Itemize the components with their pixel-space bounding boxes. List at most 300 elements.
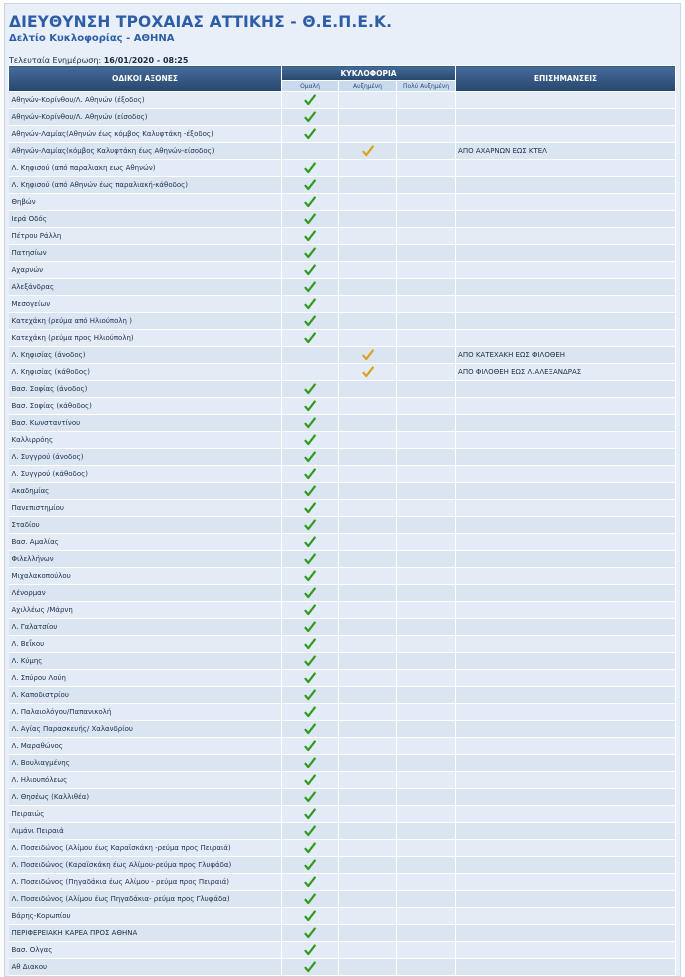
- road-note: [456, 857, 676, 874]
- status-cell-increased: [339, 381, 397, 398]
- green-check-icon: [304, 485, 316, 497]
- status-cell-normal: [282, 347, 339, 364]
- road-name: Λ. Βεΐκου: [9, 636, 282, 653]
- road-name: Αθ Διακου: [9, 959, 282, 976]
- green-check-icon: [304, 128, 316, 140]
- status-cell-normal: [282, 483, 339, 500]
- status-cell-very-increased: [397, 551, 456, 568]
- road-note: [456, 755, 676, 772]
- road-name: Αθηνών-Λαμίας(κόμβος Καλυφτάκη έως Αθηνών-είσοδος): [9, 143, 282, 160]
- status-cell-normal: [282, 262, 339, 279]
- road-note: [456, 517, 676, 534]
- status-cell-increased: [339, 704, 397, 721]
- status-cell-normal: [282, 585, 339, 602]
- table-row: [9, 891, 676, 908]
- road-name: Φιλελλήνων: [9, 551, 282, 568]
- road-note: [456, 194, 676, 211]
- road-note: [456, 704, 676, 721]
- green-check-icon: [304, 791, 316, 803]
- road-note: [456, 789, 676, 806]
- status-cell-normal: [282, 551, 339, 568]
- traffic-rows: [9, 92, 676, 976]
- green-check-icon: [304, 196, 316, 208]
- status-cell-normal: [282, 313, 339, 330]
- status-cell-normal: [282, 517, 339, 534]
- status-cell-very-increased: [397, 143, 456, 160]
- road-note: [456, 942, 676, 959]
- road-note: [456, 636, 676, 653]
- green-check-icon: [304, 859, 316, 871]
- status-cell-increased: [339, 126, 397, 143]
- green-check-icon: [304, 961, 316, 973]
- green-check-icon: [304, 944, 316, 956]
- status-cell-normal: [282, 925, 339, 942]
- green-check-icon: [304, 451, 316, 463]
- last-updated-value: 16/01/2020 - 08:25: [103, 56, 189, 65]
- table-row: [9, 466, 676, 483]
- status-cell-very-increased: [397, 908, 456, 925]
- green-check-icon: [304, 774, 316, 786]
- status-cell-increased: [339, 874, 397, 891]
- green-check-icon: [304, 247, 316, 259]
- table-row: [9, 704, 676, 721]
- status-cell-normal: [282, 840, 339, 857]
- bulletin-panel: [4, 3, 681, 977]
- road-name: Κατεχάκη (ρεύμα προς Ηλιούπολη): [9, 330, 282, 347]
- road-name: Αχαρνών: [9, 262, 282, 279]
- header-notes: ΕΠΙΣΗΜΑΝΣΕΙΣ: [456, 66, 676, 92]
- status-cell-increased: [339, 364, 397, 381]
- status-cell-very-increased: [397, 534, 456, 551]
- last-updated-label: Τελευταία Ενημέρωση:: [9, 56, 102, 65]
- status-cell-normal: [282, 857, 339, 874]
- table-row: [9, 772, 676, 789]
- road-name: Κατεχάκη (ρεύμα από Ηλιούπολη ): [9, 313, 282, 330]
- road-note: [456, 534, 676, 551]
- road-note: [456, 721, 676, 738]
- status-cell-normal: [282, 687, 339, 704]
- green-check-icon: [304, 638, 316, 650]
- status-cell-very-increased: [397, 279, 456, 296]
- status-cell-very-increased: [397, 857, 456, 874]
- status-cell-increased: [339, 262, 397, 279]
- table-row: [9, 228, 676, 245]
- table-row: [9, 959, 676, 976]
- status-cell-increased: [339, 585, 397, 602]
- last-updated: [9, 56, 188, 65]
- road-note: [456, 738, 676, 755]
- road-note: [456, 109, 676, 126]
- road-name: Σταδίου: [9, 517, 282, 534]
- status-cell-very-increased: [397, 245, 456, 262]
- road-note: [456, 160, 676, 177]
- table-row: [9, 789, 676, 806]
- status-cell-normal: [282, 160, 339, 177]
- status-cell-increased: [339, 789, 397, 806]
- road-note: [456, 687, 676, 704]
- status-cell-very-increased: [397, 211, 456, 228]
- status-cell-increased: [339, 109, 397, 126]
- table-row: [9, 449, 676, 466]
- table-row: [9, 330, 676, 347]
- table-row: [9, 653, 676, 670]
- table-row: [9, 211, 676, 228]
- table-row: [9, 670, 676, 687]
- table-row: [9, 262, 676, 279]
- road-note: [456, 483, 676, 500]
- status-cell-very-increased: [397, 653, 456, 670]
- status-cell-normal: [282, 296, 339, 313]
- road-note: [456, 602, 676, 619]
- status-cell-normal: [282, 823, 339, 840]
- road-note: [456, 891, 676, 908]
- table-row: [9, 619, 676, 636]
- green-check-icon: [304, 400, 316, 412]
- green-check-icon: [304, 536, 316, 548]
- status-cell-very-increased: [397, 585, 456, 602]
- green-check-icon: [304, 417, 316, 429]
- road-name: Λ. Θησέως (Καλλιθέα): [9, 789, 282, 806]
- green-check-icon: [304, 468, 316, 480]
- road-note: [456, 296, 676, 313]
- road-note: [456, 449, 676, 466]
- table-row: [9, 585, 676, 602]
- status-cell-normal: [282, 636, 339, 653]
- road-note: [456, 619, 676, 636]
- status-cell-increased: [339, 636, 397, 653]
- status-cell-normal: [282, 789, 339, 806]
- road-name: Θηβών: [9, 194, 282, 211]
- status-cell-very-increased: [397, 789, 456, 806]
- road-name: Αθηνών-Λαμίας(Αθηνών έως κόμβος Καλυφτάκη -έξοδος): [9, 126, 282, 143]
- green-check-icon: [304, 740, 316, 752]
- table-row: [9, 823, 676, 840]
- table-row: [9, 602, 676, 619]
- status-cell-normal: [282, 143, 339, 160]
- table-row: [9, 415, 676, 432]
- green-check-icon: [304, 757, 316, 769]
- status-cell-increased: [339, 194, 397, 211]
- road-name: Αλεξάνδρας: [9, 279, 282, 296]
- road-note: [456, 228, 676, 245]
- green-check-icon: [304, 808, 316, 820]
- road-note: [456, 313, 676, 330]
- status-cell-very-increased: [397, 619, 456, 636]
- status-cell-very-increased: [397, 500, 456, 517]
- status-cell-very-increased: [397, 874, 456, 891]
- road-name: Λ. Ποσειδώνος (Αλίμου έως Καραϊσκάκη -ρεύμα προς Πειραιά): [9, 840, 282, 857]
- road-name: Βασ. Σοφίας (κάθοδος): [9, 398, 282, 415]
- status-cell-very-increased: [397, 483, 456, 500]
- green-check-icon: [304, 332, 316, 344]
- status-cell-normal: [282, 500, 339, 517]
- status-cell-very-increased: [397, 109, 456, 126]
- status-cell-normal: [282, 806, 339, 823]
- status-cell-very-increased: [397, 636, 456, 653]
- road-name: Λ. Συγγρού (κάθοδος): [9, 466, 282, 483]
- green-check-icon: [304, 553, 316, 565]
- table-row: [9, 840, 676, 857]
- status-cell-very-increased: [397, 959, 456, 976]
- status-cell-normal: [282, 211, 339, 228]
- green-check-icon: [304, 621, 316, 633]
- status-cell-very-increased: [397, 364, 456, 381]
- table-row: [9, 755, 676, 772]
- green-check-icon: [304, 111, 316, 123]
- green-check-icon: [304, 94, 316, 106]
- road-name: Βάρης-Κορωπίου: [9, 908, 282, 925]
- road-note: [456, 568, 676, 585]
- table-row: [9, 551, 676, 568]
- status-cell-very-increased: [397, 449, 456, 466]
- table-row: [9, 126, 676, 143]
- status-cell-increased: [339, 619, 397, 636]
- status-cell-increased: [339, 483, 397, 500]
- status-cell-increased: [339, 823, 397, 840]
- status-cell-very-increased: [397, 466, 456, 483]
- status-cell-very-increased: [397, 160, 456, 177]
- road-name: Αθηνών-Κορίνθου/Λ. Αθηνών (είσοδος): [9, 109, 282, 126]
- road-note: [456, 653, 676, 670]
- status-cell-normal: [282, 534, 339, 551]
- table-row: [9, 568, 676, 585]
- table-row: [9, 347, 676, 364]
- header-roads: ΟΔΙΚΟΙ ΑΞΟΝΕΣ: [9, 66, 282, 92]
- green-check-icon: [304, 723, 316, 735]
- status-cell-normal: [282, 381, 339, 398]
- status-cell-very-increased: [397, 925, 456, 942]
- table-row: [9, 636, 676, 653]
- road-name: Λένορμαν: [9, 585, 282, 602]
- status-cell-increased: [339, 228, 397, 245]
- table-row: [9, 245, 676, 262]
- status-cell-very-increased: [397, 670, 456, 687]
- status-cell-increased: [339, 772, 397, 789]
- table-row: [9, 313, 676, 330]
- road-name: Βασ. Ολγας: [9, 942, 282, 959]
- status-cell-normal: [282, 602, 339, 619]
- road-note: [456, 381, 676, 398]
- green-check-icon: [304, 706, 316, 718]
- table-row: [9, 874, 676, 891]
- status-cell-very-increased: [397, 942, 456, 959]
- status-cell-increased: [339, 211, 397, 228]
- status-cell-normal: [282, 874, 339, 891]
- table-row: [9, 721, 676, 738]
- status-cell-normal: [282, 92, 339, 109]
- green-check-icon: [304, 604, 316, 616]
- road-note: [456, 262, 676, 279]
- status-cell-increased: [339, 959, 397, 976]
- header-normal: Ομαλή: [282, 81, 339, 92]
- road-note: [456, 823, 676, 840]
- road-note: [456, 772, 676, 789]
- road-note: [456, 551, 676, 568]
- road-name: Πανεπιστημίου: [9, 500, 282, 517]
- status-cell-increased: [339, 347, 397, 364]
- green-check-icon: [304, 519, 316, 531]
- status-cell-very-increased: [397, 92, 456, 109]
- road-name: Λ. Μαραθώνος: [9, 738, 282, 755]
- table-row: [9, 381, 676, 398]
- green-check-icon: [304, 825, 316, 837]
- status-cell-increased: [339, 466, 397, 483]
- status-cell-normal: [282, 653, 339, 670]
- road-name: ΠΕΡΙΦΕΡΕΙΑΚΗ ΚΑΡΕΑ ΠΡΟΣ ΑΘΗΝΑ: [9, 925, 282, 942]
- road-name: Λ. Γαλατσίου: [9, 619, 282, 636]
- status-cell-very-increased: [397, 806, 456, 823]
- green-check-icon: [304, 587, 316, 599]
- road-name: Λ. Κηφισού (από παραλιακη εως Αθηνών): [9, 160, 282, 177]
- green-check-icon: [304, 162, 316, 174]
- status-cell-very-increased: [397, 262, 456, 279]
- road-name: Βασ. Αμαλίας: [9, 534, 282, 551]
- status-cell-increased: [339, 738, 397, 755]
- road-name: Λ. Καποδιστρίου: [9, 687, 282, 704]
- status-cell-increased: [339, 721, 397, 738]
- status-cell-very-increased: [397, 347, 456, 364]
- status-cell-normal: [282, 704, 339, 721]
- status-cell-increased: [339, 687, 397, 704]
- table-row: [9, 194, 676, 211]
- table-row: [9, 925, 676, 942]
- status-cell-very-increased: [397, 330, 456, 347]
- status-cell-very-increased: [397, 755, 456, 772]
- status-cell-normal: [282, 959, 339, 976]
- status-cell-increased: [339, 908, 397, 925]
- road-name: Λ. Συγγρού (άνοδος): [9, 449, 282, 466]
- header-very-increased: Πολύ Αυξημένη: [397, 81, 456, 92]
- status-cell-normal: [282, 245, 339, 262]
- status-cell-very-increased: [397, 194, 456, 211]
- road-note: [456, 330, 676, 347]
- road-note: [456, 585, 676, 602]
- status-cell-very-increased: [397, 228, 456, 245]
- road-name: Πέτρου Ράλλη: [9, 228, 282, 245]
- table-row: [9, 279, 676, 296]
- status-cell-normal: [282, 364, 339, 381]
- status-cell-normal: [282, 330, 339, 347]
- status-cell-very-increased: [397, 891, 456, 908]
- status-cell-increased: [339, 806, 397, 823]
- status-cell-normal: [282, 449, 339, 466]
- status-cell-normal: [282, 466, 339, 483]
- status-cell-increased: [339, 840, 397, 857]
- status-cell-normal: [282, 670, 339, 687]
- table-row: [9, 432, 676, 449]
- road-name: Λ. Κηφισίας (κάθοδος): [9, 364, 282, 381]
- header-increased: Αυξημένη: [339, 81, 397, 92]
- road-name: Λ. Σπύρου Λούη: [9, 670, 282, 687]
- green-check-icon: [304, 502, 316, 514]
- table-row: [9, 908, 676, 925]
- page-title: ΔΙΕΥΘΥΝΣΗ ΤΡΟΧΑΙΑΣ ΑΤΤΙΚΗΣ - Θ.Ε.Π.Ε.Κ.: [9, 13, 393, 31]
- road-name: Αθηνών-Κορίνθου/Λ. Αθηνών (έξοδος): [9, 92, 282, 109]
- road-name: Ιερά Οδός: [9, 211, 282, 228]
- road-name: Πατησίων: [9, 245, 282, 262]
- green-check-icon: [304, 842, 316, 854]
- table-row: [9, 517, 676, 534]
- status-cell-very-increased: [397, 823, 456, 840]
- orange-check-icon: [362, 145, 374, 157]
- green-check-icon: [304, 434, 316, 446]
- green-check-icon: [304, 893, 316, 905]
- status-cell-increased: [339, 891, 397, 908]
- status-cell-increased: [339, 398, 397, 415]
- road-note: [456, 959, 676, 976]
- green-check-icon: [304, 315, 316, 327]
- status-cell-very-increased: [397, 313, 456, 330]
- traffic-table: [8, 65, 676, 976]
- status-cell-increased: [339, 551, 397, 568]
- status-cell-very-increased: [397, 126, 456, 143]
- status-cell-increased: [339, 755, 397, 772]
- table-row: [9, 109, 676, 126]
- table-row: [9, 534, 676, 551]
- table-row: [9, 364, 676, 381]
- road-name: Ακαδημίας: [9, 483, 282, 500]
- table-row: [9, 177, 676, 194]
- status-cell-increased: [339, 517, 397, 534]
- status-cell-normal: [282, 432, 339, 449]
- table-row: [9, 398, 676, 415]
- table-row: [9, 738, 676, 755]
- status-cell-normal: [282, 772, 339, 789]
- status-cell-increased: [339, 534, 397, 551]
- table-row: [9, 483, 676, 500]
- green-check-icon: [304, 281, 316, 293]
- status-cell-normal: [282, 738, 339, 755]
- road-note: ΑΠΟ ΚΑΤΕΧΑΚΗ ΕΩΣ ΦΙΛΟΘΕΗ: [456, 347, 676, 364]
- road-note: [456, 670, 676, 687]
- road-name: Μιχαλακοπούλου: [9, 568, 282, 585]
- road-note: [456, 126, 676, 143]
- green-check-icon: [304, 876, 316, 888]
- status-cell-increased: [339, 432, 397, 449]
- status-cell-increased: [339, 177, 397, 194]
- road-name: Αχιλλέως /Μάρνη: [9, 602, 282, 619]
- status-cell-very-increased: [397, 738, 456, 755]
- status-cell-normal: [282, 228, 339, 245]
- status-cell-increased: [339, 160, 397, 177]
- table-row: [9, 92, 676, 109]
- status-cell-normal: [282, 568, 339, 585]
- road-note: ΑΠΟ ΦΙΛΟΘΕΗ ΕΩΣ Λ.ΑΛΕΞΑΝΔΡΑΣ: [456, 364, 676, 381]
- status-cell-normal: [282, 755, 339, 772]
- status-cell-increased: [339, 330, 397, 347]
- green-check-icon: [304, 230, 316, 242]
- table-row: [9, 942, 676, 959]
- header-traffic: ΚΥΚΛΟΦΟΡΙΑ: [282, 66, 456, 81]
- green-check-icon: [304, 927, 316, 939]
- status-cell-increased: [339, 925, 397, 942]
- table-row: [9, 806, 676, 823]
- road-name: Λ. Κηφισίας (άνοδος): [9, 347, 282, 364]
- status-cell-very-increased: [397, 415, 456, 432]
- road-note: [456, 925, 676, 942]
- status-cell-increased: [339, 500, 397, 517]
- status-cell-increased: [339, 279, 397, 296]
- road-note: [456, 415, 676, 432]
- road-note: [456, 279, 676, 296]
- status-cell-increased: [339, 653, 397, 670]
- status-cell-normal: [282, 398, 339, 415]
- road-note: [456, 398, 676, 415]
- green-check-icon: [304, 570, 316, 582]
- road-name: Λ. Ποσειδώνος (Αλίμου έως Πηγαδάκια- ρεύμα προς Γλυφάδα): [9, 891, 282, 908]
- road-name: Λιμάνι Πειραιά: [9, 823, 282, 840]
- green-check-icon: [304, 298, 316, 310]
